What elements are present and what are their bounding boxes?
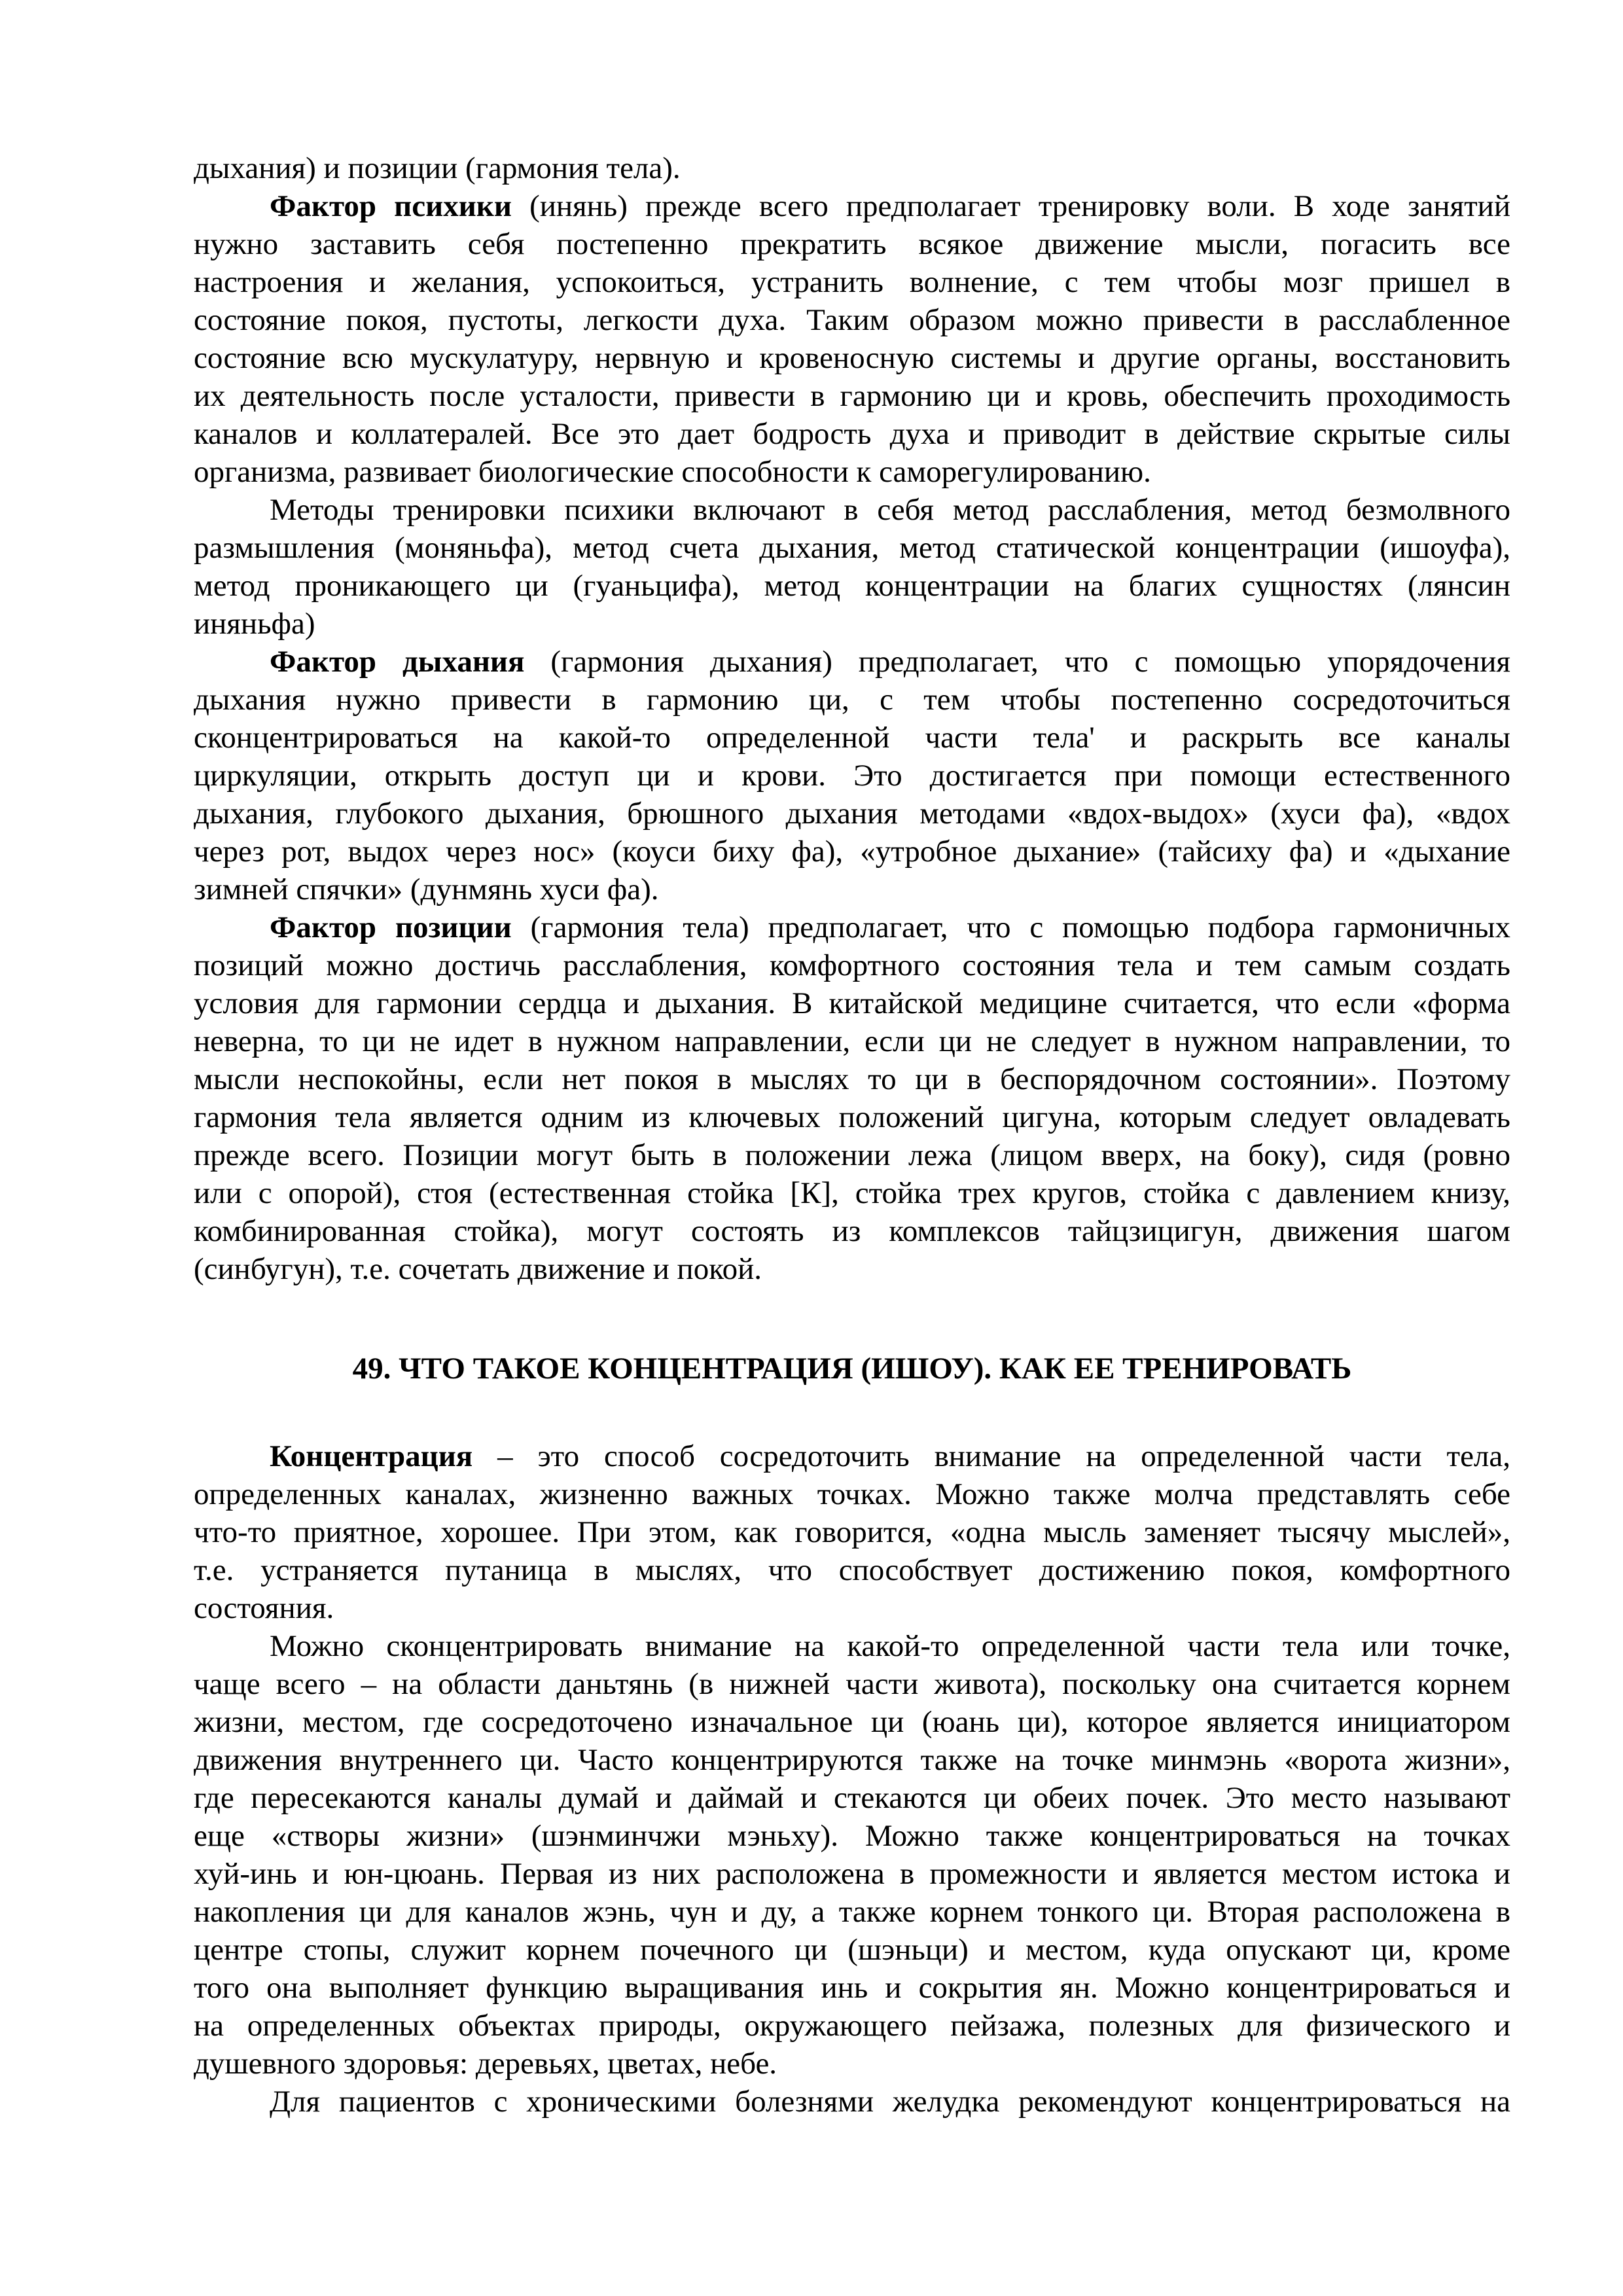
text-line: душевного здоровья: деревьях, цветах, небе. — [194, 2047, 777, 2081]
text-line: гармония тела является одним из ключевых положений цигуна, которым следует овладевать — [194, 1100, 1510, 1134]
text-line: неверна, то ци не идет в нужном направлении, если ци не следует в нужном направлении, то — [194, 1024, 1510, 1058]
text-line: метод проникающего ци (гуаньцифа), метод концентрации на благих сущностях (лянсин — [194, 569, 1510, 603]
text-line: Методы тренировки психики включают в себя метод расслабления, метод безмолвного — [270, 493, 1510, 527]
text-line: где пересекаются каналы думай и даймай и стекаются ци обеих почек. Это место называют — [194, 1781, 1510, 1815]
text-line: размышления (моняньфа), метод счета дыхания, метод статической концентрации (ишоуфа), — [194, 531, 1510, 565]
text-line: т.е. устраняется путаница в мыслях, что способствует достижению покоя, комфортного — [194, 1553, 1510, 1587]
paragraph-continuation: дыхания) и позиции (гармония тела). — [194, 151, 681, 185]
text-line: движения внутреннего ци. Часто концентрируются также на точке минмэнь «ворота жизни», — [194, 1743, 1510, 1777]
text-line: Фактор психики (инянь) прежде всего предполагает тренировку воли. В ходе занятий — [270, 189, 1510, 223]
text-line: позиций можно достичь расслабления, комфортного состояния тела и тем самым создать — [194, 948, 1510, 982]
text-line: комбинированная стойка), могут состоять из комплексов тайцзицигун, движения шагом — [194, 1214, 1510, 1248]
text-line: центре стопы, служит корнем почечного ци (шэньци) и местом, куда опускают ци, кроме — [194, 1933, 1510, 1967]
text-line: того она выполняет функцию выращивания инь и сокрытия ян. Можно концентрироваться и — [194, 1971, 1510, 2005]
text-line: что-то приятное, хорошее. При этом, как говорится, «одна мысль заменяет тысячу мыслей», — [194, 1515, 1510, 1549]
text-line: зимней спячки» (дунмянь хуси фа). — [194, 872, 659, 906]
term-breath-factor: Фактор дыхания — [270, 645, 525, 679]
text-line: нужно заставить себя постепенно прекратить всякое движение мысли, погасить все — [194, 227, 1510, 261]
text-line: состояние всю мускулатуру, нервную и кровеносную системы и другие органы, восстановить — [194, 341, 1510, 375]
text-line: через рот, выдох через нос» (коуси биху фа), «утробное дыхание» (тайсиху фа) и «дыхание — [194, 834, 1510, 869]
text-line: Фактор дыхания (гармония дыхания) предполагает, что с помощью упорядочения — [270, 645, 1510, 679]
text-line: хуй-инь и юн-цюань. Первая из них расположена в промежности и является местом истока и — [194, 1857, 1510, 1891]
term-psyche-factor: Фактор психики — [270, 189, 512, 223]
text-line: определенных каналах, жизненно важных точках. Можно также молча представлять себе — [194, 1477, 1510, 1511]
text-line: жизни, местом, где сосредоточено изначальное ци (юань ци), которое является инициатором — [194, 1705, 1510, 1739]
text-line: чаще всего – на области даньтянь (в нижней части живота), поскольку она считается корнем — [194, 1667, 1510, 1701]
text-line: еще «створы жизни» (шэнминчжи мэньху). Можно также концентрироваться на точках — [194, 1819, 1510, 1853]
text-line: Концентрация – это способ сосредоточить внимание на определенной части тела, — [270, 1439, 1510, 1473]
text-line: состояние покоя, пустоты, легкости духа. Таким образом можно привести в расслабленное — [194, 303, 1510, 337]
text-line: мысли неспокойны, если нет покоя в мыслях то ци в беспорядочном состоянии». Поэтому — [194, 1062, 1510, 1096]
text-line: организма, развивает биологические способности к саморегулированию. — [194, 455, 1151, 489]
text-line: или с опорой), стоя (естественная стойка [К], стойка трех кругов, стойка с давлением книзу, — [194, 1176, 1510, 1210]
text-line: иняньфа) — [194, 607, 315, 641]
term-position-factor: Фактор позиции — [270, 910, 512, 944]
text-line: циркуляции, открыть доступ ци и крови. Это достигается при помощи естественного — [194, 759, 1510, 793]
text-line: их деятельность после усталости, привести в гармонию ци и кровь, обеспечить проходимость — [194, 379, 1510, 413]
text-line: на определенных объектах природы, окружающего пейзажа, полезных для физического и — [194, 2009, 1510, 2043]
text-line: (синбугун), т.е. сочетать движение и покой. — [194, 1252, 762, 1286]
text-line: условия для гармонии сердца и дыхания. В китайской медицине считается, что если «форма — [194, 986, 1510, 1020]
text-line: состояния. — [194, 1591, 334, 1625]
text-line: настроения и желания, успокоиться, устранить волнение, с тем чтобы мозг пришел в — [194, 265, 1510, 299]
text-line: Фактор позиции (гармония тела) предполагает, что с помощью подбора гармоничных — [270, 910, 1510, 944]
text-line: дыхания, глубокого дыхания, брюшного дыхания методами «вдох-выдох» (хуси фа), «вдох — [194, 797, 1510, 831]
text-line: Можно сконцентрировать внимание на какой-то определенной части тела или точке, — [270, 1629, 1510, 1663]
term-concentration: Концентрация — [270, 1439, 473, 1473]
text-line: каналов и коллатералей. Все это дает бодрость духа и приводит в действие скрытые силы — [194, 417, 1510, 451]
text-line: Для пациентов с хроническими болезнями желудка рекомендуют концентрироваться на — [270, 2085, 1510, 2119]
section-heading: 49. ЧТО ТАКОЕ КОНЦЕНТРАЦИЯ (ИШОУ). КАК ЕЕ ТРЕНИРОВАТЬ — [352, 1352, 1352, 1386]
text-line: дыхания нужно привести в гармонию ци, с тем чтобы постепенно сосредоточиться — [194, 683, 1510, 717]
text-line: сконцентрироваться на какой-то определенной части тела' и раскрыть все каналы — [194, 721, 1510, 755]
text-line: прежде всего. Позиции могут быть в положении лежа (лицом вверх, на боку), сидя (ровно — [194, 1138, 1510, 1172]
text-line: накопления ци для каналов жэнь, чун и ду, а также корнем тонкого ци. Вторая расположена в — [194, 1895, 1510, 1929]
